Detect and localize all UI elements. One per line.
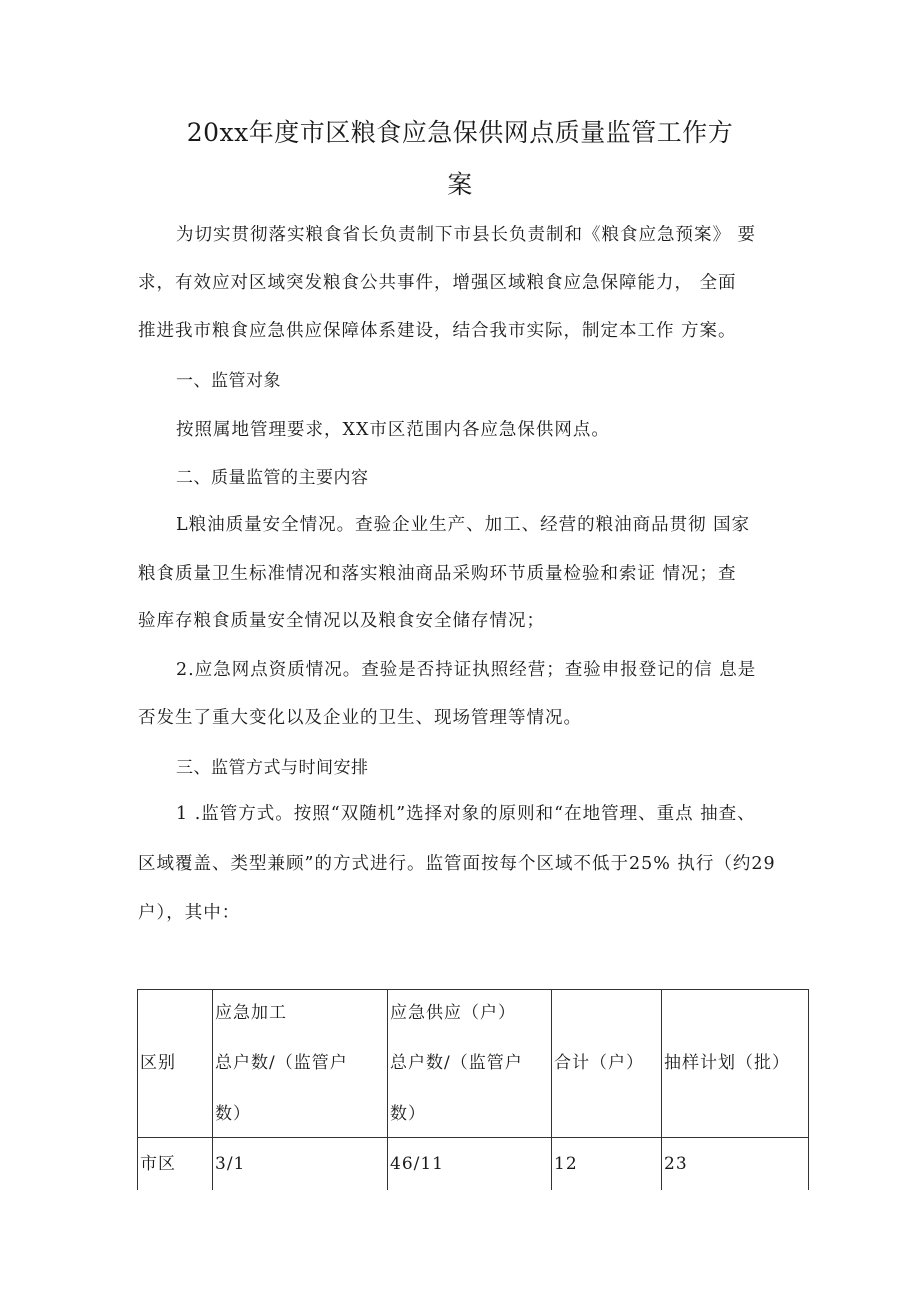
section-3-item-1-line-1: 1 .监管方式。按照“双随机”选择对象的原则和“在地管理、重点 抽查、 xyxy=(176,804,756,824)
cell-supply: 46/11 xyxy=(388,1138,552,1191)
section-2-item-1-line-3: 验库存粮食质量安全情况以及粮食安全储存情况； xyxy=(138,611,545,631)
document-title-line-1: 20xx年度市区粮食应急保供网点质量监管工作方 xyxy=(186,118,734,147)
section-2-item-2-line-1: 2.应急网点资质情况。查验是否持证执照经营；查验申报登记的信 息是 xyxy=(176,660,757,680)
section-3-heading: 三、监管方式与时间安排 xyxy=(176,758,369,778)
section-2-heading: 二、质量监管的主要内容 xyxy=(176,468,369,488)
header-region: 区别 xyxy=(138,990,213,1138)
section-2-item-2-line-2: 否发生了重大变化以及企业的卫生、现场管理等情况。 xyxy=(138,708,582,728)
intro-line-3: 推进我市粮食应急供应保障体系建设，结合我市实际，制定本工作 方案。 xyxy=(138,321,737,341)
intro-line-1: 为切实贯彻落实粮食省长负责制下市县长负责制和《粮食应急预案》 要 xyxy=(176,225,757,245)
section-3-item-1-line-2: 区域覆盖、类型兼顾”的方式进行。监管面按每个区域不低于25% 执行（约29 xyxy=(138,854,776,874)
section-3-item-1-line-3: 户），其中： xyxy=(138,903,241,923)
cell-processing: 3/1 xyxy=(213,1138,388,1191)
section-1-text: 按照属地管理要求，XX市区范围内各应急保供网点。 xyxy=(176,420,610,440)
intro-line-2: 求，有效应对区域突发粮食公共事件，增强区域粮食应急保障能力， 全面 xyxy=(138,273,737,293)
table-row xyxy=(138,1138,809,1191)
document-title-line-2: 案 xyxy=(447,170,473,199)
cell-region: 市区 xyxy=(138,1138,213,1191)
header-supply xyxy=(388,990,552,1138)
header-sampling: 抽样计划（批） xyxy=(662,990,809,1138)
header-processing-line-3: 数） xyxy=(215,1103,251,1124)
section-2-item-1-line-2: 粮食质量卫生标准情况和落实粮油商品采购环节质量检验和索证 情况；查 xyxy=(138,564,737,584)
header-processing-line-1: 应急加工 xyxy=(215,1002,287,1023)
header-total: 合计（户） xyxy=(552,990,662,1138)
header-processing-line-2: 总户数/（监管户 xyxy=(215,1053,348,1073)
section-2-item-1-line-1: L粮油质量安全情况。查验企业生产、加工、经营的粮油商品贯彻 国家 xyxy=(176,515,751,535)
header-supply-line-1: 应急供应（户） xyxy=(390,1002,516,1023)
section-1-heading: 一、监管对象 xyxy=(176,371,281,391)
cell-sampling: 23 xyxy=(662,1138,809,1191)
header-supply-line-2: 总户数/（监管户 xyxy=(390,1053,523,1073)
quota-table xyxy=(137,989,809,1190)
header-supply-line-3: 数） xyxy=(390,1103,426,1124)
header-processing xyxy=(213,990,388,1138)
table-header-row xyxy=(138,990,809,1138)
cell-total: 12 xyxy=(552,1138,662,1191)
